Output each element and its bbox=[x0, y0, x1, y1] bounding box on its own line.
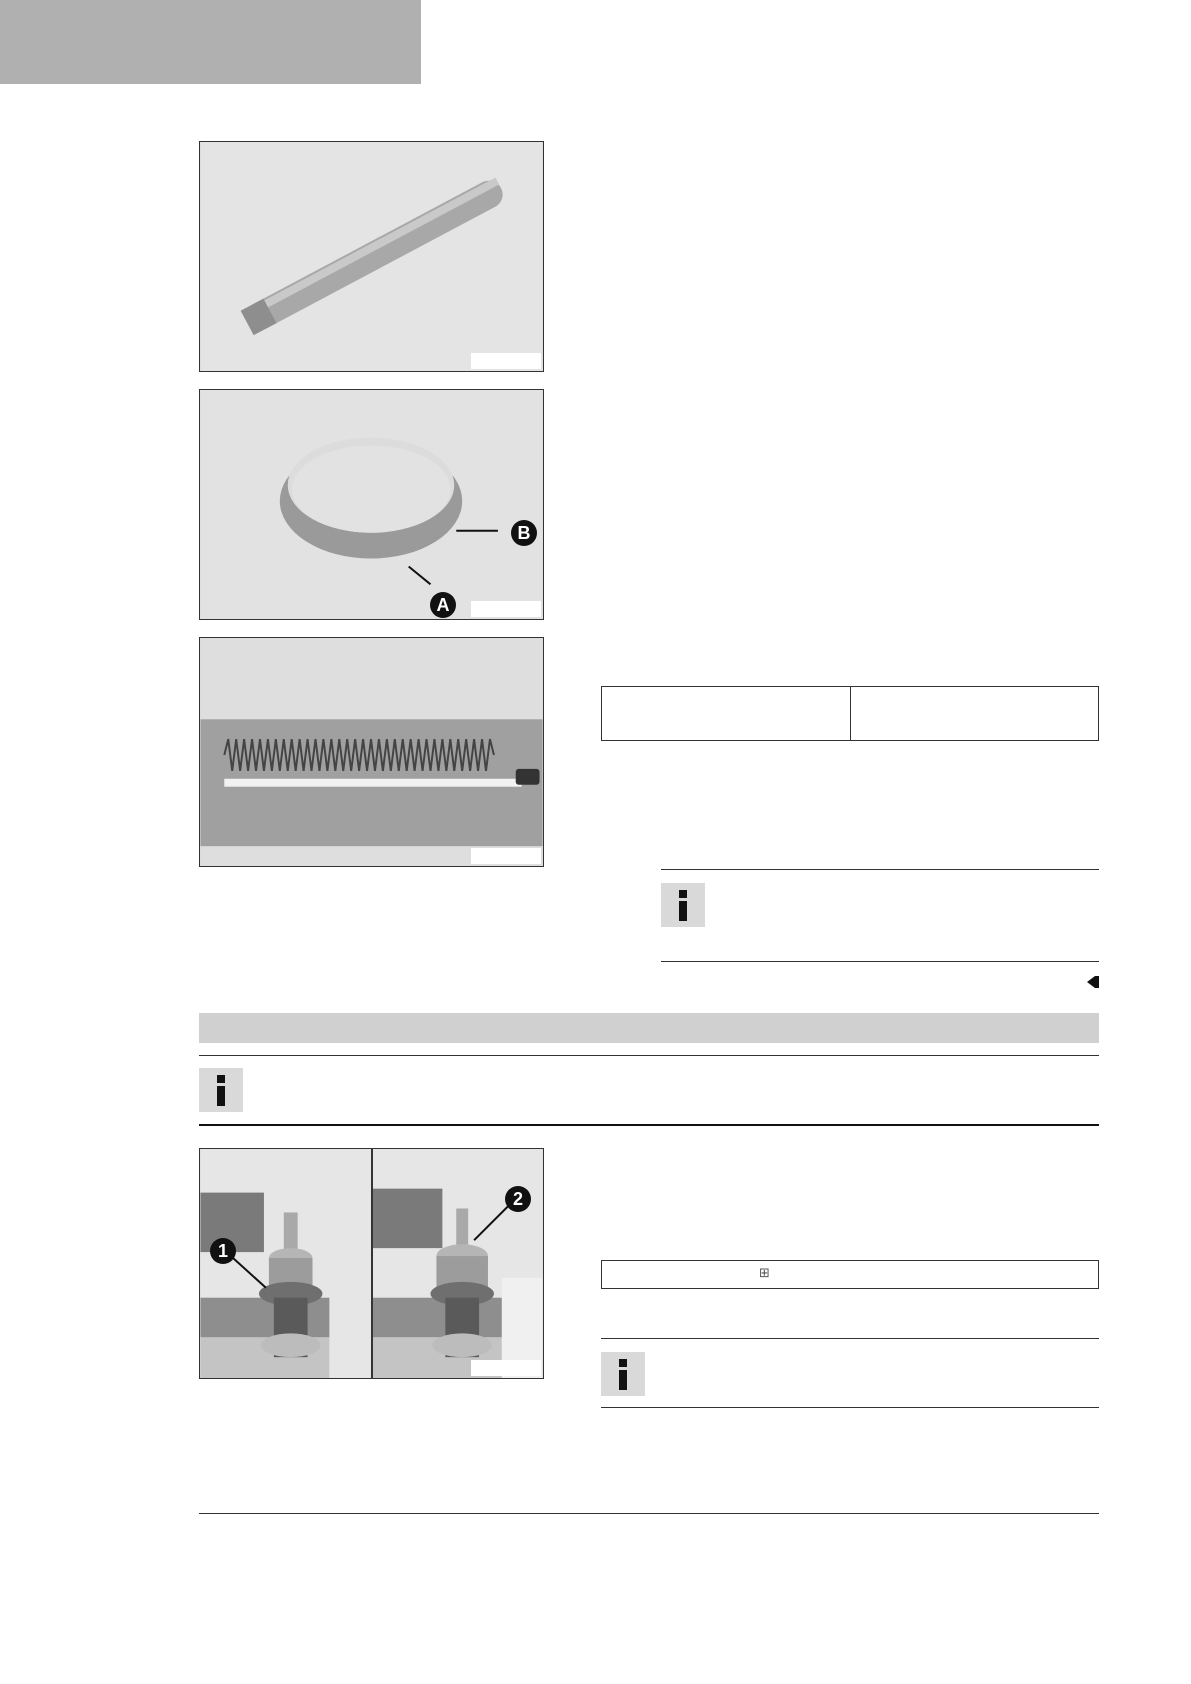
page-bottom-rule bbox=[199, 1513, 1099, 1514]
callout-2: 2 bbox=[505, 1186, 531, 1212]
figure-id-box bbox=[471, 601, 541, 617]
spec-table-divider bbox=[850, 687, 851, 740]
callout-1: 1 bbox=[210, 1238, 236, 1264]
callout-b: B bbox=[511, 520, 537, 546]
note-top-rule bbox=[661, 869, 1099, 870]
figure-id-box bbox=[471, 848, 541, 864]
bushing-illustration bbox=[200, 390, 543, 619]
end-marker-icon bbox=[1087, 976, 1095, 988]
info-icon bbox=[661, 883, 705, 927]
section-heading-band bbox=[199, 1013, 1099, 1043]
special-tool-row bbox=[601, 1260, 1099, 1289]
photo-fork-spring bbox=[199, 637, 544, 867]
figure-id-box bbox=[471, 1360, 541, 1376]
note-bottom-rule bbox=[199, 1124, 1099, 1126]
note-top-rule bbox=[199, 1055, 1099, 1056]
spec-table bbox=[601, 686, 1099, 741]
photo-bushing bbox=[199, 389, 544, 620]
screw-cap-illustration bbox=[200, 1149, 543, 1378]
header-block bbox=[0, 0, 421, 84]
end-marker-tail bbox=[1095, 976, 1099, 988]
photo-fork-tube bbox=[199, 141, 544, 372]
note-bottom-rule bbox=[601, 1407, 1099, 1408]
info-icon bbox=[601, 1352, 645, 1396]
photo-screw-cap bbox=[199, 1148, 544, 1379]
callout-a: A bbox=[430, 592, 456, 618]
note-top-rule bbox=[601, 1338, 1099, 1339]
note-bottom-rule bbox=[661, 961, 1099, 962]
special-tool-icon: ⊞ bbox=[759, 1266, 770, 1281]
info-icon bbox=[199, 1068, 243, 1112]
figure-id-box bbox=[471, 353, 541, 369]
fork-tube-illustration bbox=[200, 142, 543, 371]
fork-spring-illustration bbox=[200, 638, 543, 866]
